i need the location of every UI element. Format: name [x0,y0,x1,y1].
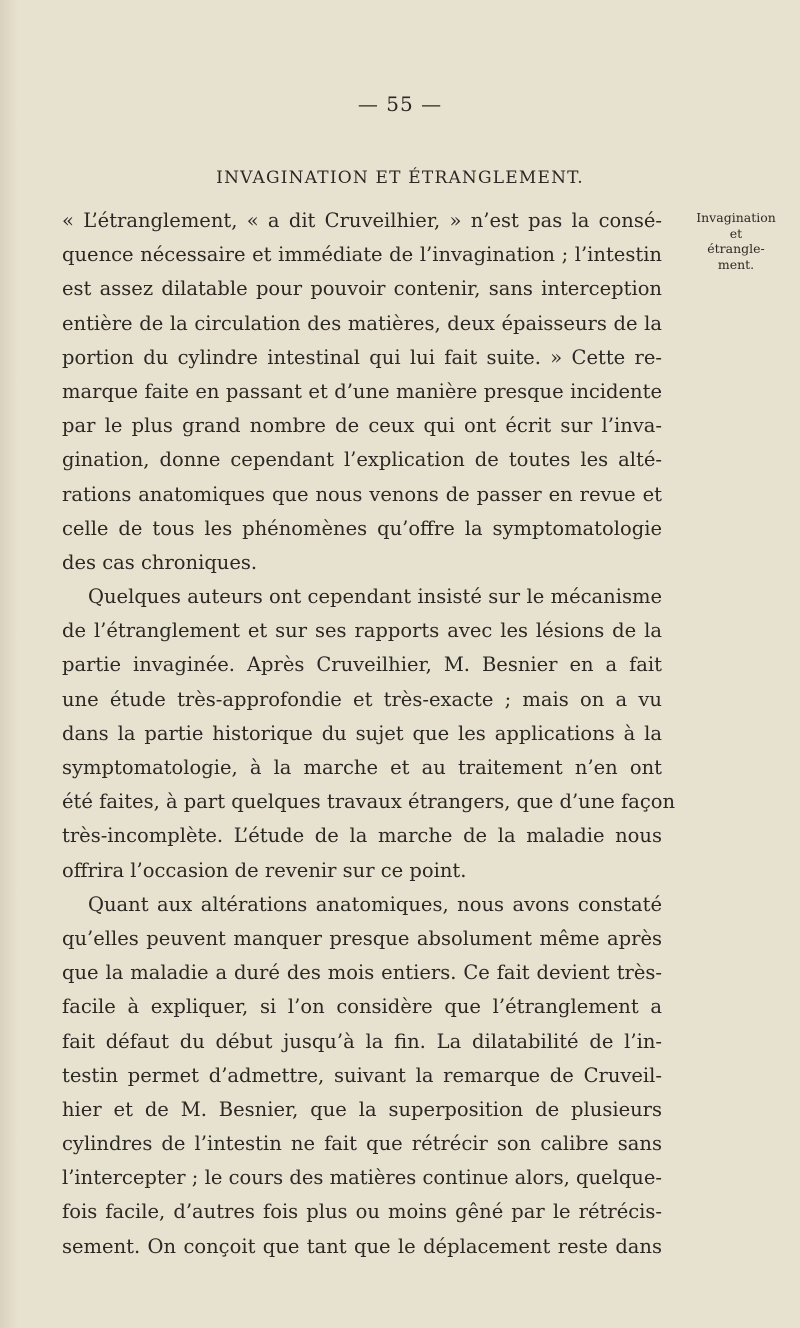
text-line: des cas chroniques. [62,550,258,574]
text-line: été faites, à part quelques travaux étrangers, que d’une façon [62,790,676,814]
text-line: par le plus grand nombre de ceux qui ont écrit sur l’inva- [62,414,662,438]
text-line: fois facile, d’autres fois plus ou moins gêné par le rétrécis- [62,1200,662,1224]
text-line: sement. On conçoit que tant que le déplacement reste dans [62,1234,662,1258]
text-line: qu’elles peuvent manquer presque absolument même après [62,926,662,950]
text-line: de l’étranglement et sur ses rapports avec les lésions de la [62,619,662,643]
text-line: celle de tous les phénomènes qu’offre la symptomatologie [62,516,662,540]
text-line: fait défaut du début jusqu’à la fin. La dilatabilité de l’in- [62,1029,662,1053]
text-line: l’intercepter ; le cours des matières continue alors, quelque- [62,1166,662,1190]
text-line: portion du cylindre intestinal qui lui fait suite. » Cette re- [62,345,662,369]
text-line: marque faite en passant et d’une manière presque incidente [62,379,662,403]
text-line: quence nécessaire et immédiate de l’invagination ; l’intestin [62,243,662,267]
text-line: hier et de M. Besnier, que la superposition de plusieurs [62,1097,662,1121]
text-line: dans la partie historique du sujet que les applications à la [62,721,662,745]
page-binding-shadow [0,0,18,1328]
text-line: est assez dilatable pour pouvoir contenir, sans interception [62,277,662,301]
margin-note-line: Invagination [696,210,776,225]
text-line: « L’étranglement, « a dit Cruveilhier, » n’est pas la consé- [62,209,662,232]
text-line: Quelques auteurs ont cependant insisté sur le mécanisme [88,585,662,609]
text-line: que la maladie a duré des mois entiers. Ce fait devient très- [62,961,662,985]
text-line: testin permet d’admettre, suivant la remarque de Cruveil- [62,1063,662,1087]
running-head: INVAGINATION ET ÉTRANGLEMENT. [216,168,584,188]
text-line: symptomatologie, à la marche et au traitement n’en ont [62,756,662,779]
text-line: une étude très-approfondie et très-exacte ; mais on a vu [62,687,662,711]
margin-note-line: et [729,225,743,241]
margin-note-line: étrangle- [707,241,765,256]
text-line: partie invaginée. Après Cruveilhier, M. Besnier en a fait [62,653,662,677]
body-text [62,204,676,1264]
margin-note [676,210,796,272]
text-line: Quant aux altérations anatomiques, nous avons constaté [88,892,662,916]
text-line: offrira l’occasion de revenir sur ce point. [62,858,467,882]
text-line: entière de la circulation des matières, deux épaisseurs de la [62,311,662,335]
page-number: — 55 — [357,92,443,116]
text-line: facile à expliquer, si l’on considère que l’étranglement a [62,995,662,1019]
text-line: très-incomplète. L’étude de la marche de la maladie nous [62,824,662,848]
text-line: rations anatomiques que nous venons de passer en revue et [62,482,662,506]
margin-note-line: ment. [717,256,755,272]
text-line: gination, donne cependant l’explication de toutes les alté- [62,448,662,472]
text-line: cylindres de l’intestin ne fait que rétrécir son calibre sans [62,1132,662,1156]
